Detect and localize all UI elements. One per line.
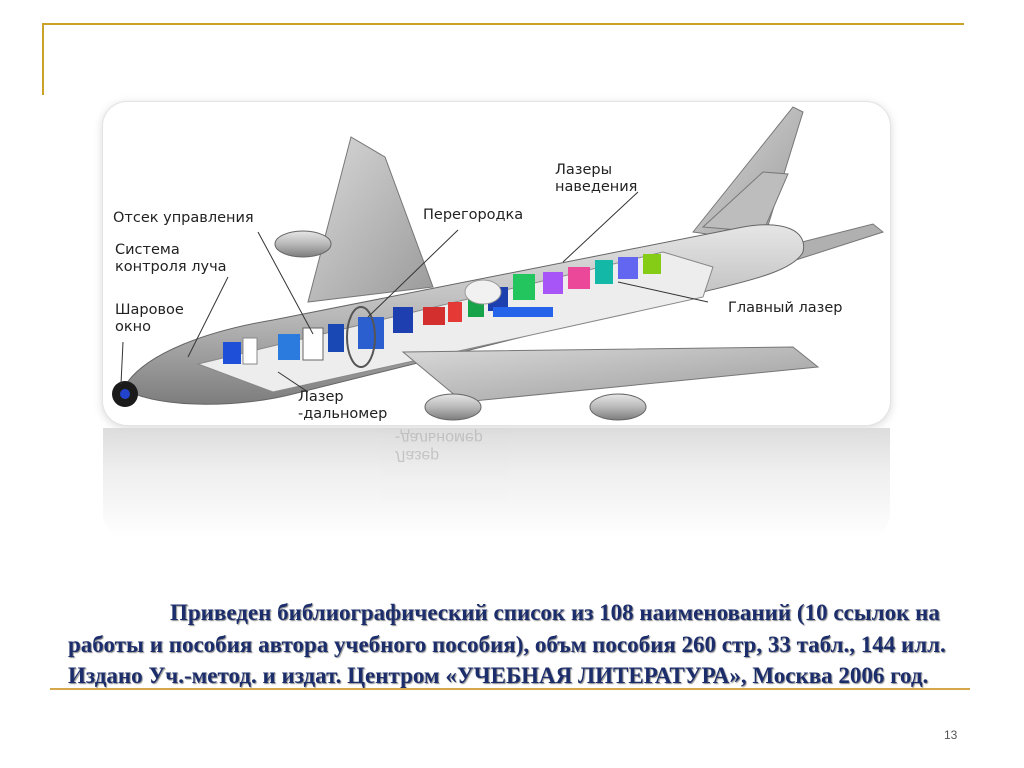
corner-decoration-horizontal bbox=[42, 23, 964, 25]
callout-beam-control: Система контроля луча bbox=[115, 242, 227, 275]
callout-main-laser: Главный лазер bbox=[728, 300, 843, 316]
callout-guidance-lasers: Лазеры наведения bbox=[555, 162, 638, 195]
callout-ball-window: Шаровое окно bbox=[115, 302, 184, 335]
callout-control-bay: Отсек управления bbox=[113, 210, 254, 226]
lower-wing bbox=[403, 347, 818, 402]
caption-paragraph: Приведен библиографический список из 108 наименований (10 ссылок на работы и пособия автора учебного пособия), объм пособия 260 стр, 33 табл., 144 илл. Издано Уч.-метод. и издат. Центром «УЧЕБНАЯ ЛИТЕРАТУРА», Москва 2006 год. bbox=[68, 600, 946, 688]
upper-engine bbox=[275, 231, 331, 257]
corner-decoration-vertical bbox=[42, 23, 44, 95]
lower-engine-inner bbox=[425, 394, 481, 420]
aircraft-cutaway-figure bbox=[103, 102, 890, 425]
lower-engine-outer bbox=[590, 394, 646, 420]
callout-partition: Перегородка bbox=[423, 207, 524, 223]
reflection-text: Лазер -дальномер bbox=[395, 429, 483, 464]
page-number: 13 bbox=[944, 728, 958, 742]
caption-underline-decoration bbox=[50, 688, 970, 690]
callout-rangefinder-laser: Лазер -дальномер bbox=[298, 389, 388, 422]
figure-reflection bbox=[103, 428, 890, 538]
upper-wing bbox=[308, 137, 433, 302]
